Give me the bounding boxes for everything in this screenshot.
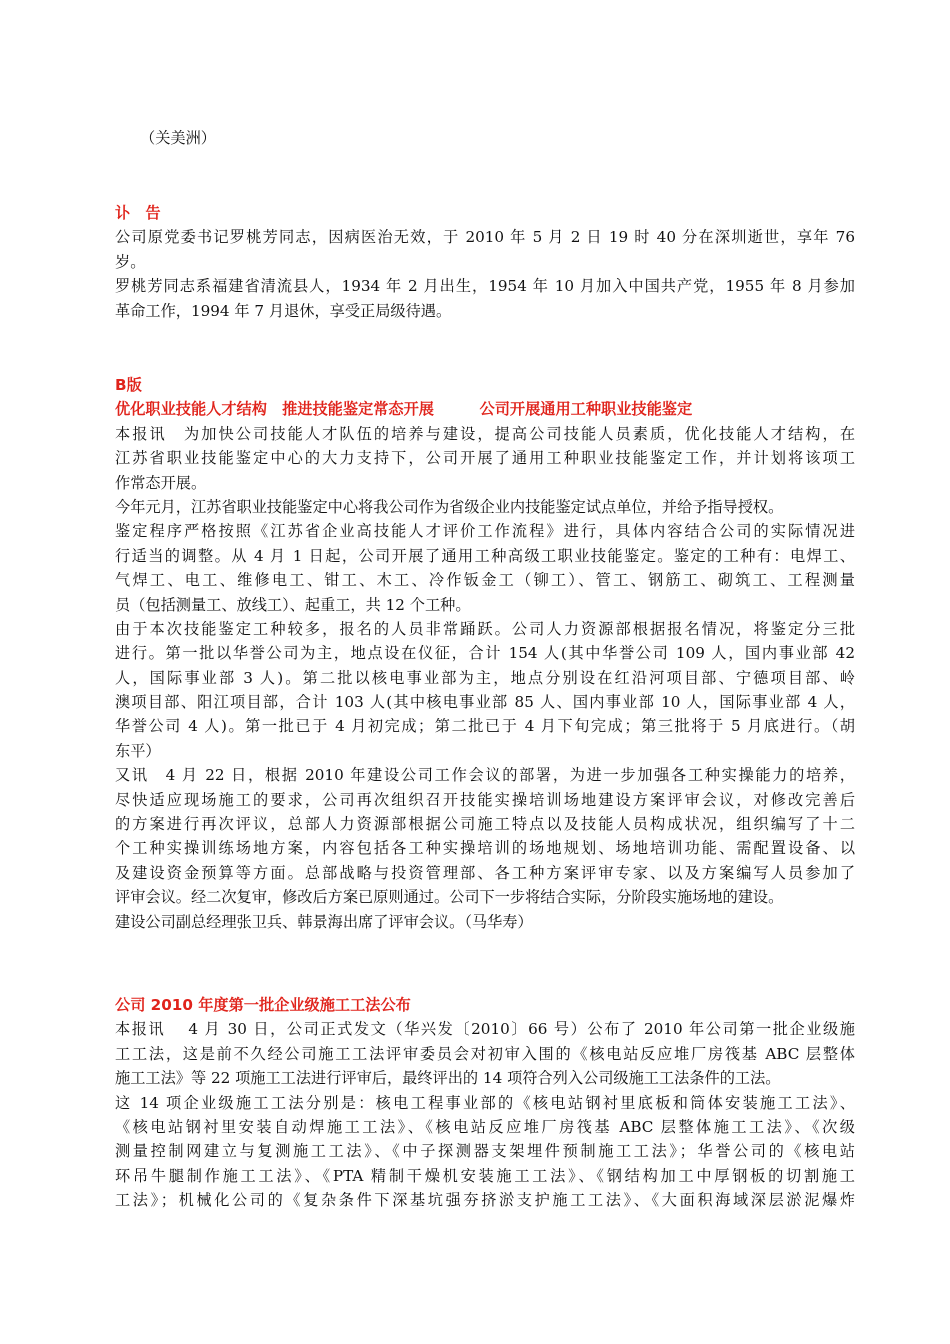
body-line: 员（包括测量工、放线工）、起重工，共 12 个工种。 bbox=[115, 595, 471, 614]
body-line: 的方案进行再次评议，总部人力资源部根据公司施工特点以及技能人员构成状况，组织编写了十二 bbox=[115, 815, 855, 834]
body-line: 施工工法》等 22 项施工工法进行评审后，最终评出的 14 项符合列入公司级施工工法条件的工法。 bbox=[115, 1069, 781, 1088]
body-line: 工法》；机械化公司的《复杂条件下深基坑强夯挤淤支护施工工法》、《大面积海域深层淤泥爆炸 bbox=[115, 1191, 855, 1210]
edition-label: B版 bbox=[115, 376, 142, 394]
body-line: 公司原党委书记罗桃芳同志，因病医治无效，于 2010 年 5 月 2 日 19 时 40 分在深圳逝世，享年 76 bbox=[115, 228, 855, 247]
body-line: 由于本次技能鉴定工种较多，报名的人员非常踊跃。公司人力资源部根据报名情况，将鉴定分三批 bbox=[115, 619, 855, 638]
body-line: 这 14 项企业级施工工法分别是：核电工程事业部的《核电站钢衬里底板和筒体安装施工工法》、 bbox=[115, 1093, 855, 1112]
body-line: 进行。第一批以华誉公司为主，地点设在仪征，合计 154 人(其中华誉公司 109 人，国内事业部 42 bbox=[115, 644, 855, 663]
body-line: 《核电站钢衬里安装自动焊施工工法》、《核电站反应堆厂房筏基 ABC 层整体施工工法》、《次级 bbox=[115, 1117, 855, 1136]
body-line: 测量控制网建立与复测施工工法》、《中子探测器支架埋件预制施工工法》；华誉公司的《核电站 bbox=[115, 1142, 855, 1161]
body-line: 鉴定程序严格按照《江苏省企业高技能人才评价工作流程》进行，具体内容结合公司的实际情况进 bbox=[115, 522, 855, 541]
author-note: （关美洲） bbox=[140, 129, 216, 147]
article-headline: 公司 2010 年度第一批企业级施工工法公布 bbox=[115, 996, 411, 1014]
body-line: 作常态开展。 bbox=[115, 473, 207, 492]
body-line: 江苏省职业技能鉴定中心的大力支持下，公司开展了通用工种职业技能鉴定工作，并计划将该项工 bbox=[115, 449, 855, 468]
article-headline: 优化职业技能人才结构 推进技能鉴定常态开展 公司开展通用工种职业技能鉴定 bbox=[115, 400, 693, 419]
body-line: 气焊工、电工、维修电工、钳工、木工、冷作钣金工（铆工）、管工、钢筋工、砌筑工、工程测量 bbox=[115, 571, 855, 590]
body-line: 工工法，这是前不久经公司施工工法评审委员会对初审入围的《核电站反应堆厂房筏基 ABC 层整体 bbox=[115, 1044, 855, 1063]
body-line: 澳项目部、阳江项目部，合计 103 人(其中核电事业部 85 人、国内事业部 10 人，国际事业部 4 人， bbox=[115, 693, 855, 712]
body-line: 今年元月，江苏省职业技能鉴定中心将我公司作为省级企业内技能鉴定试点单位，并给予指导授权。 bbox=[115, 497, 784, 516]
body-line: 个工种实操训练场地方案，内容包括各工种实操培训的场地规划、场地培训功能、需配置设备、以 bbox=[115, 839, 855, 858]
body-line: 人，国际事业部 3 人)。第二批以核电事业部为主，地点分别设在红沿河项目部、宁德项目部、岭 bbox=[115, 668, 855, 687]
body-line: 及建设资金预算等方面。总部战略与投资管理部、各工种方案评审专家、以及方案编写人员参加了 bbox=[115, 863, 855, 882]
body-line: 岁。 bbox=[115, 252, 146, 271]
body-line: 环吊牛腿制作施工工法》、《PTA 精制干燥机安装施工工法》、《钢结构加工中厚钢板的切割施工 bbox=[115, 1166, 855, 1185]
body-line: 本报讯 4 月 30 日，公司正式发文（华兴发〔2010〕66 号）公布了 2010 年公司第一批企业级施 bbox=[115, 1020, 855, 1039]
edition-b-article bbox=[115, 373, 855, 934]
body-line: 行适当的调整。从 4 月 1 日起，公司开展了通用工种高级工职业技能鉴定。鉴定的工种有：电焊工、 bbox=[115, 546, 855, 565]
body-line: 又讯 4 月 22 日，根据 2010 年建设公司工作会议的部署，为进一步加强各工种实操能力的培养， bbox=[115, 766, 855, 785]
body-line: 东平） bbox=[115, 741, 161, 760]
body-line: 本报讯 为加快公司技能人才队伍的培养与建设，提高公司技能人员素质，优化技能人才结构，在 bbox=[115, 424, 855, 443]
body-line: 革命工作，1994 年 7 月退休，享受正局级待遇。 bbox=[115, 301, 452, 320]
obituary-notice bbox=[115, 201, 855, 323]
body-line: 评审会议。经二次复审，修改后方案已原则通过。公司下一步将结合实际，分阶段实施场地的建设。 bbox=[115, 888, 784, 907]
obituary-title: 讣 告 bbox=[115, 204, 161, 222]
body-line: 尽快适应现场施工的要求，公司再次组织召开技能实操培训场地建设方案评审会议，对修改完善后 bbox=[115, 790, 855, 809]
body-line: 罗桃芳同志系福建省清流县人，1934 年 2 月出生，1954 年 10 月加入中国共产党，1955 年 8 月参加 bbox=[115, 277, 855, 296]
body-line: 建设公司副总经理张卫兵、韩景海出席了评审会议。（马华寿） bbox=[115, 912, 533, 931]
body-line: 华誉公司 4 人)。第一批已于 4 月初完成；第二批已于 4 月下旬完成；第三批将于 5 月底进行。（胡 bbox=[115, 717, 855, 736]
construction-method-article bbox=[115, 993, 855, 1213]
